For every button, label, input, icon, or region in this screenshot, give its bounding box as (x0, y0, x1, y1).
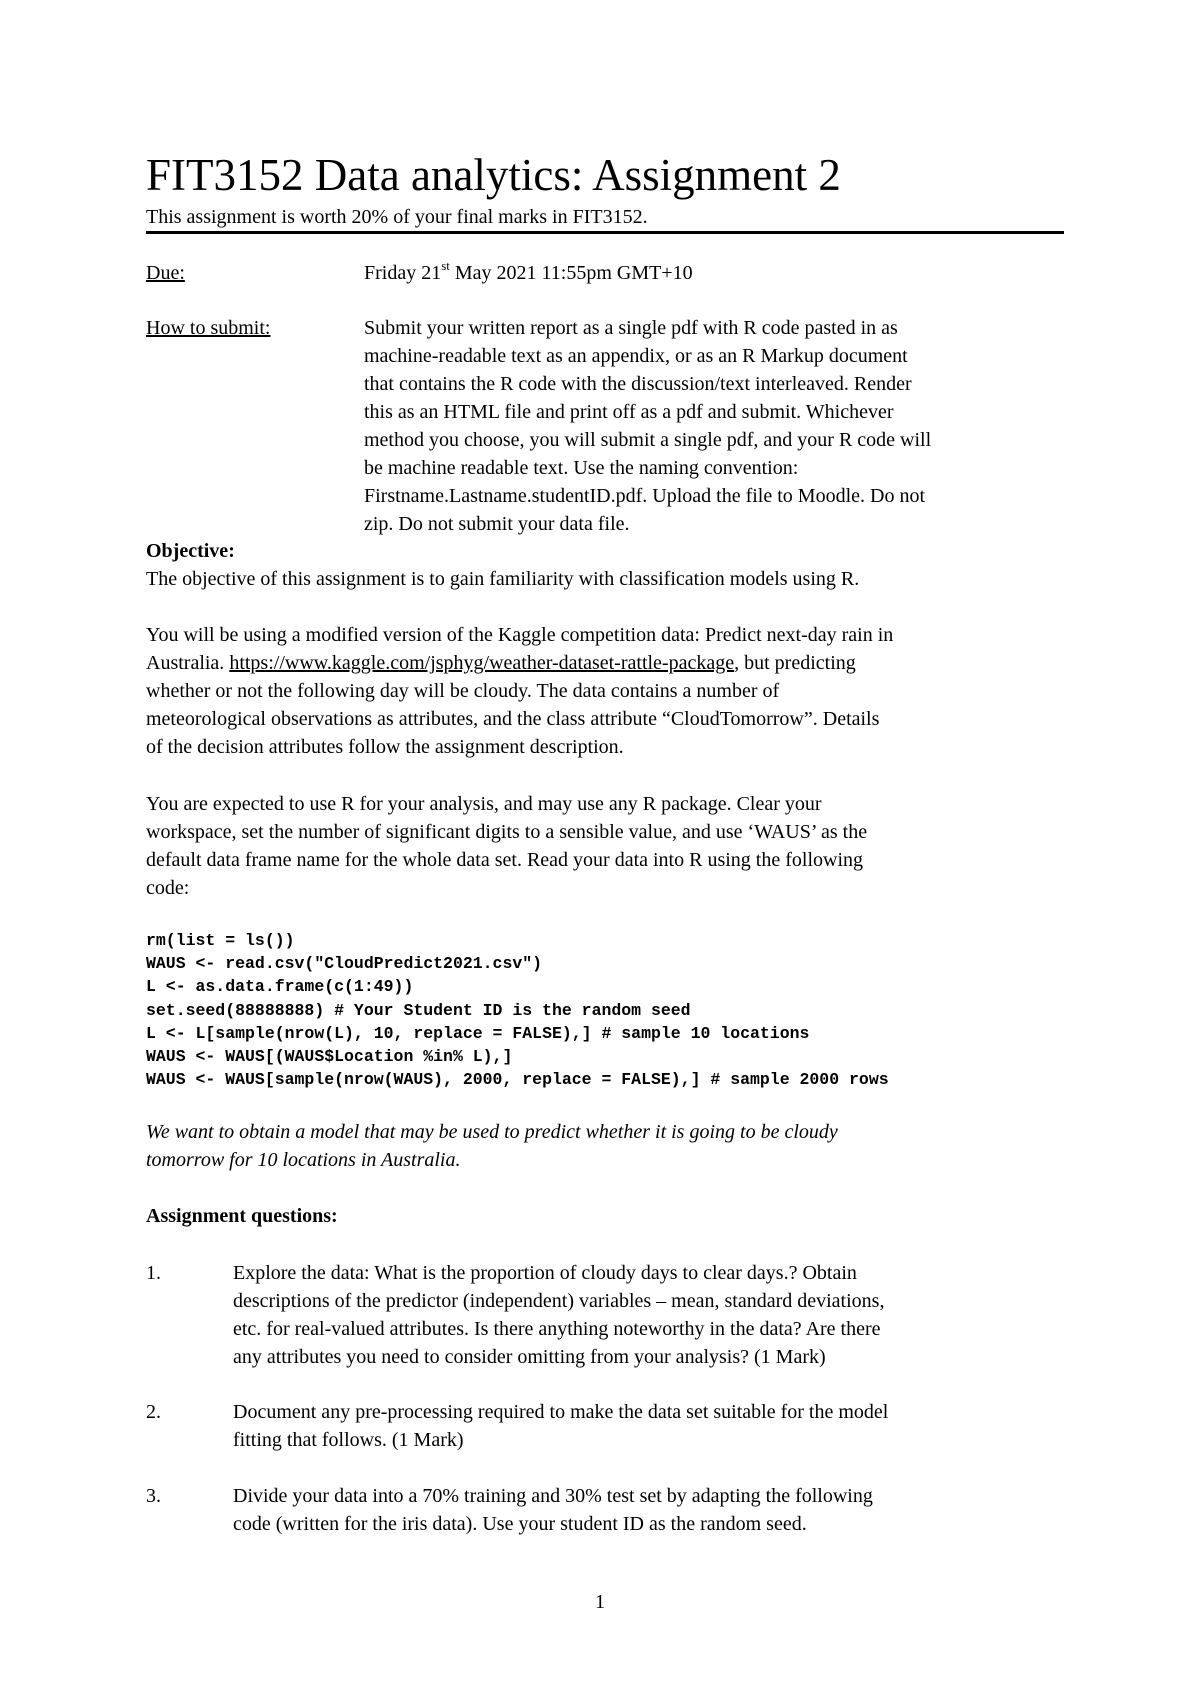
r-usage-paragraph (146, 790, 867, 902)
code-line: L <- as.data.frame(c(1:49)) (146, 977, 414, 997)
text-line: method you choose, you will submit a single pdf, and your R code will (364, 429, 932, 451)
text-line: fitting that follows. (1 Mark) (233, 1429, 464, 1451)
text-line: Divide your data into a 70% training and 30% test set by adapting the following (233, 1485, 873, 1507)
text-line: code: (146, 877, 190, 899)
text-span: Australia. (146, 652, 230, 674)
text-line: descriptions of the predictor (independent) variables – mean, standard deviations, (233, 1290, 885, 1312)
text-line: that contains the R code with the discussion/text interleaved. Render (364, 373, 912, 395)
text-line: workspace, set the number of significant digits to a sensible value, and use ‘WAUS’ as the (146, 821, 868, 843)
question-text (233, 1398, 888, 1454)
text-line: any attributes you need to consider omitting from your analysis? (1 Mark) (233, 1346, 826, 1368)
due-date-rest: May 2021 11:55pm GMT+10 (449, 262, 693, 284)
text-line: etc. for real-valued attributes. Is there anything noteworthy in the data? Are there (233, 1318, 881, 1340)
due-label: Due: (146, 262, 185, 284)
subtitle: This assignment is worth 20% of your final marks in FIT3152. (146, 206, 648, 228)
text-line: Document any pre-processing required to make the data set suitable for the model (233, 1401, 889, 1423)
due-date-prefix: Friday 21 (364, 262, 442, 284)
text-line: machine-readable text as an appendix, or as an R Markup document (364, 345, 908, 367)
code-line: WAUS <- WAUS[sample(nrow(WAUS), 2000, replace = FALSE),] # sample 2000 rows (146, 1070, 889, 1090)
objective-text: The objective of this assignment is to gain familiarity with classification models using R. (146, 568, 860, 590)
heading-text: Assignment questions: (146, 1205, 338, 1227)
text-line: We want to obtain a model that may be used to predict whether it is going to be cloudy (146, 1121, 838, 1143)
text-line: whether or not the following day will be cloudy. The data contains a number of (146, 680, 780, 702)
question-text (233, 1259, 884, 1371)
due-value (364, 259, 693, 287)
text-line: default data frame name for the whole data set. Read your data into R using the following (146, 849, 864, 871)
text-line: tomorrow for 10 locations in Australia. (146, 1149, 461, 1171)
objective-heading: Objective: (146, 540, 235, 562)
how-to-submit-label: How to submit: (146, 317, 271, 339)
text-line: code (written for the iris data). Use your student ID as the random seed. (233, 1513, 807, 1535)
text-line: be machine readable text. Use the naming convention: (364, 457, 799, 479)
objective-section (146, 537, 859, 593)
question-number: 3. (146, 1485, 161, 1507)
text-line: Explore the data: What is the proportion of cloudy days to clear days.? Obtain (233, 1262, 857, 1284)
text-line: You will be using a modified version of the Kaggle competition data: Predict next-day rain in (146, 624, 894, 646)
question-number: 2. (146, 1401, 161, 1423)
how-to-submit-text (364, 314, 931, 538)
header-divider (146, 231, 1064, 234)
text-line: zip. Do not submit your data file. (364, 513, 630, 535)
kaggle-paragraph (146, 621, 893, 761)
code-line: set.seed(88888888) # Your Student ID is the random seed (146, 1000, 691, 1020)
text-line: Firstname.Lastname.studentID.pdf. Upload the file to Moodle. Do not (364, 485, 926, 507)
goal-statement (146, 1118, 838, 1174)
page-title: FIT3152 Data analytics: Assignment 2 (146, 150, 841, 200)
code-line: L <- L[sample(nrow(L), 10, replace = FALSE),] # sample 10 locations (146, 1023, 810, 1043)
text-span: , but predicting (734, 652, 856, 674)
kaggle-dataset-link[interactable]: https://www.kaggle.com/jsphyg/weather-dataset-rattle-package (229, 652, 735, 674)
code-line: WAUS <- read.csv("CloudPredict2021.csv") (146, 954, 543, 974)
text-line: meteorological observations as attributes, and the class attribute “CloudTomorrow”. Details (146, 708, 880, 730)
code-line: WAUS <- WAUS[(WAUS$Location %in% L),] (146, 1046, 513, 1066)
question-number: 1. (146, 1262, 161, 1284)
text-line (146, 649, 893, 677)
question-text (233, 1482, 873, 1538)
page-number: 1 (595, 1591, 605, 1613)
code-line: rm(list = ls()) (146, 931, 295, 950)
due-date-suffix-sup: st (441, 258, 450, 273)
text-line: Submit your written report as a single pdf with R code pasted in as (364, 317, 898, 339)
questions-heading (146, 1202, 338, 1230)
text-line: this as an HTML file and print off as a pdf and submit. Whichever (364, 401, 894, 423)
text-line: of the decision attributes follow the assignment description. (146, 736, 624, 758)
text-line: You are expected to use R for your analysis, and may use any R package. Clear your (146, 793, 822, 815)
r-code-block (146, 929, 889, 1091)
